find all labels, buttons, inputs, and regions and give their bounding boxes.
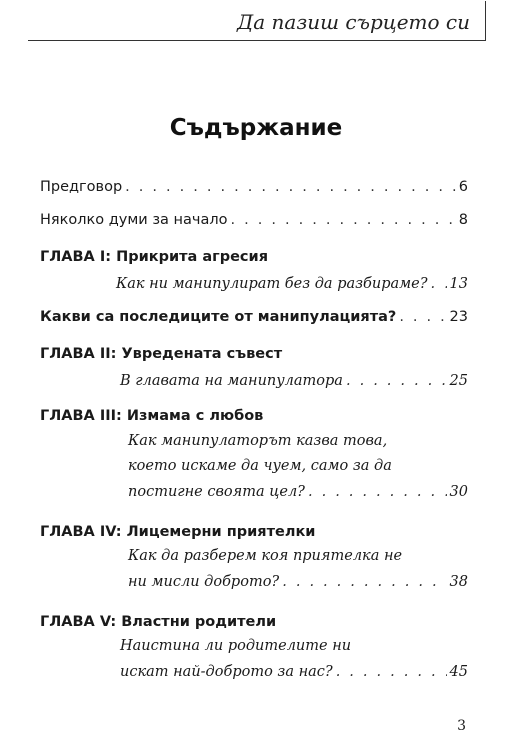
toc-page-number: 38 [449, 574, 468, 590]
toc-page-number: 25 [449, 373, 468, 389]
toc-page-number: 45 [449, 664, 468, 680]
toc-entry-text: Как ни манипулират без да разбираме? [116, 276, 428, 292]
toc-entry-ch4-sub-line1: Как да разберем коя приятелка не [128, 548, 403, 564]
chapter-1-title: ГЛАВА I: Прикрита агресия [40, 249, 268, 265]
leader-dots [125, 177, 456, 197]
toc-page-number: 8 [458, 212, 468, 228]
leader-dots [399, 307, 446, 327]
toc-page-number: 6 [458, 179, 468, 195]
running-header-title: Да пазиш сърцето си [236, 10, 470, 34]
toc-entry-ch5-sub [120, 662, 468, 682]
toc-entry-ch3-sub [128, 482, 468, 502]
leader-dots [336, 662, 447, 682]
leader-dots [231, 210, 456, 230]
toc-entry-text: В главата на манипулатора [120, 373, 343, 389]
toc-page-number: 13 [449, 276, 468, 292]
chapter-2-title: ГЛАВА II: Увредената съвест [40, 346, 283, 362]
chapter-5-title: ГЛАВА V: Властни родители [40, 614, 277, 630]
toc-entry-ch2-sub [120, 371, 468, 391]
toc-entry-text: Няколко думи за начало [40, 212, 228, 228]
toc-entry-ch1-sub [116, 274, 468, 294]
leader-dots [282, 572, 446, 592]
page-title: Съдържание [169, 115, 343, 141]
toc-entry-text: искат най-доброто за нас? [120, 664, 333, 680]
toc-entry-text: постигне своята цел? [128, 484, 305, 500]
toc-entry-ch3-sub-line1: Как манипулаторът казва това, [128, 433, 388, 449]
toc-page-number: 30 [449, 484, 468, 500]
leader-dots [308, 482, 447, 502]
toc-page-number: 23 [449, 309, 468, 325]
toc-entry-ch4-sub [128, 572, 468, 592]
toc-entry-ch3-sub-line2: което искаме да чуем, само за да [128, 458, 392, 474]
leader-dots [346, 371, 447, 391]
chapter-4-title: ГЛАВА IV: Лицемерни приятелки [40, 524, 316, 540]
toc-entry-foreword [40, 177, 468, 197]
toc-entry-intro [40, 210, 468, 230]
leader-dots [431, 274, 447, 294]
toc-entry-ch5-sub-line1: Наистина ли родителите ни [120, 638, 352, 654]
chapter-3-title: ГЛАВА III: Измама с любов [40, 408, 264, 424]
page-number: 3 [457, 718, 466, 734]
toc-entry-consequences [40, 307, 468, 327]
toc-entry-text: Какви са последиците от манипулацията? [40, 309, 397, 325]
toc-entry-text: ни мисли доброто? [128, 574, 280, 590]
toc-entry-text: Предговор [40, 179, 123, 195]
